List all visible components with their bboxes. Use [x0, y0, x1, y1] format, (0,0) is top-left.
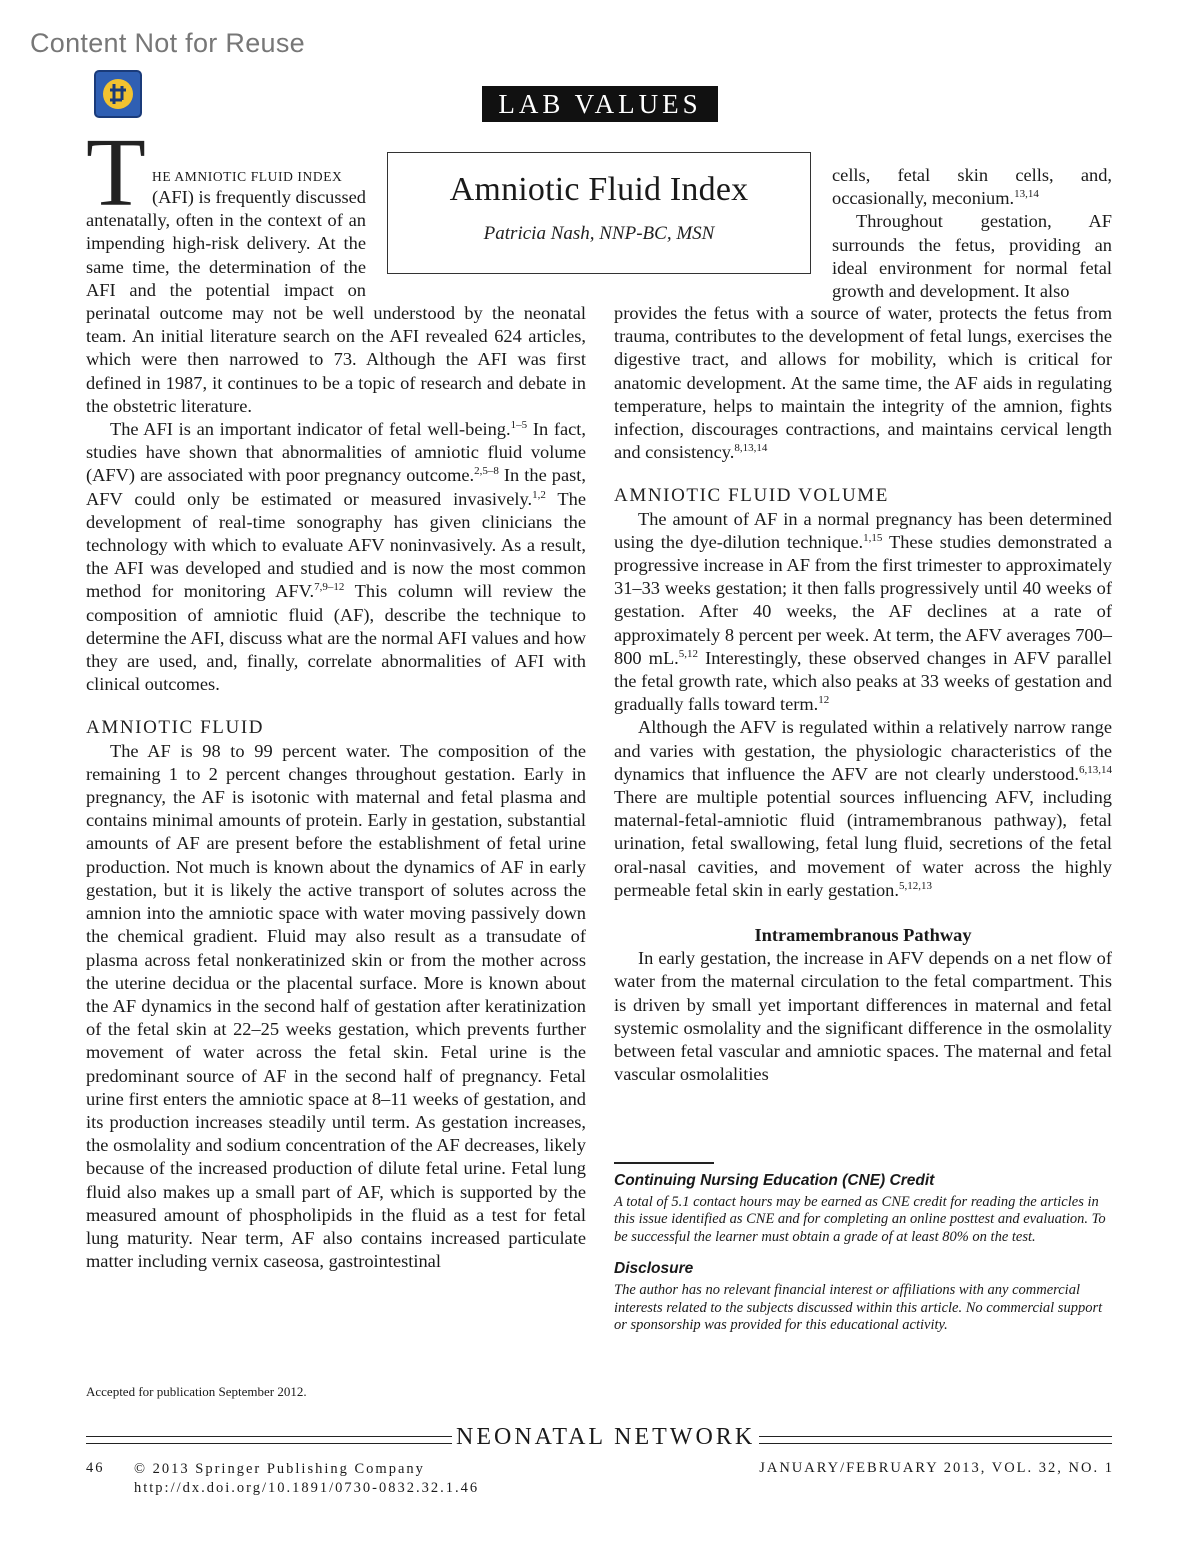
issue-info: JANUARY/FEBRUARY 2013, VOL. 32, NO. 1 — [759, 1460, 1114, 1476]
accepted-note: Accepted for publication September 2012. — [86, 1384, 307, 1399]
intro-p2-c: In the past, AFV could only be estimated or measured invasively. — [86, 465, 586, 509]
heading-amniotic-fluid-volume: AMNIOTIC FLUID VOLUME — [614, 485, 889, 507]
lab-values-logo-icon — [92, 68, 144, 120]
right-p2-a: Throughout gestation, AF surrounds the fetus, providing an ideal environment for normal fetal growth and development. It also — [832, 211, 1112, 302]
article-title: Amniotic Fluid Index — [449, 171, 749, 208]
copyright: © 2013 Springer Publishing Company — [134, 1461, 425, 1477]
intro-p1: (AFI) is frequently discussed antenatally, often in the context of an impending high-risk delivery. At the same time, the determination of the AFI and the potential impact on perinatal outcome may not be well understood by the neonatal team. An initial literature search on the AFI revealed 624 articles, which were then narrowed to 73. Although the AFI was first defined in 1987, it continues to be a topic of research and debate in the obstetric literature. — [86, 187, 586, 416]
ip-paragraph: In early gestation, the increase in AFV depends on a net flow of water from the maternal circulation to the fetal compartment. This is driven by small yet important differences in maternal and fetal systemic osmolality and the significant difference in the osmolality between fetal vascular and amniotic spaces. The maternal and fetal vascular osmolalities — [614, 948, 1112, 1085]
intro-p2-d: The development of real-time sonography has given clinicians the technology with which to evaluate AFV noninvasively. As a result, the AFI was developed and studied and is now the most common method for monitoring AFV. — [86, 488, 586, 602]
left-column — [86, 186, 586, 1273]
journal-name: NEONATAL NETWORK — [452, 1424, 759, 1451]
citation: 8,13,14 — [734, 442, 768, 455]
citation: 2,5–8 — [474, 465, 499, 478]
section-banner: LAB VALUES — [482, 86, 718, 122]
cne-heading: Continuing Nursing Education (CNE) Credit — [614, 1172, 935, 1189]
citation: 1–5 — [510, 418, 528, 431]
intro-p2: The AFI is an important indicator of fetal well-being. — [110, 419, 511, 440]
heading-intramembranous-pathway: Intramembranous Pathway — [754, 925, 972, 946]
right-p1: cells, fetal skin cells, and, occasionally, meconium. — [832, 165, 1112, 209]
intro-p2-b: In fact, studies have shown that abnormalities of amniotic fluid volume (AFV) are associated with poor pregnancy outcome. — [86, 419, 587, 486]
afv-p1-b: These studies demonstrated a progressive increase in AF from the first trimester to approximately 31–33 weeks gestation; it then falls progressively until 40 weeks of gestation. After 40 weeks, the AF declines at a rate of approximately 8 percent per week. At term, the AFV averages 700–800 mL. — [614, 531, 1112, 668]
cne-box — [614, 1162, 1110, 1348]
citation: 7,9–12 — [314, 581, 345, 594]
afv-p1-c: Interestingly, these observed changes in AFV parallel the fetal growth rate, which also peaks at 33 weeks of gestation and gradually falls toward term. — [614, 647, 1113, 715]
right-p2-b: provides the fetus with a source of water, protects the fetus from trauma, contributes to the development of fetal lungs, exercises the digestive tract, and allows for mobility, which is critical for anatomic development. At the same time, the AF aids in regulating temperature, helps to maintain the integrity of the amnion, fights infection, discourages contractions, and maintains cervical length and consistency. — [614, 303, 1112, 463]
disclosure-body: The author has no relevant financial interest or affiliations with any commercial interests related to the subjects discussed within this article. No commercial support or sponsorship was provided for this educational activity. — [614, 1282, 1103, 1334]
afv-p2-b: There are multiple potential sources influencing AFV, including maternal-fetal-amniotic fluid (intramembranous pathway), fetal urination, fetal swallowing, fetal lung fluid, secretions of the fetal oral-nasal cavities, and movement of water across the highly permeable fetal skin in early gestation. — [614, 787, 1112, 900]
watermark: Content Not for Reuse — [30, 28, 305, 58]
heading-amniotic-fluid: AMNIOTIC FLUID — [86, 717, 265, 739]
afv-p1: The amount of AF in a normal pregnancy has been determined using the dye-dilution technique. — [614, 508, 1112, 552]
intro-lead: HE AMNIOTIC FLUID INDEX — [152, 169, 343, 184]
afv-p2: Although the AFV is regulated within a relatively narrow range and varies with gestation, the physiologic characteristics of the dynamics that influence the AFV are not clearly understood. — [614, 717, 1112, 784]
intro-p2-e: This column will review the composition of amniotic fluid (AF), describe the technique to determine the AFI, discuss what are the normal AFI values and how they are used, and, finally, correlate abnormalities of AFI with clinical outcomes. — [86, 581, 586, 695]
cne-rule — [614, 1162, 714, 1164]
right-column-top — [832, 164, 1112, 303]
af-paragraph: The AF is 98 to 99 percent water. The composition of the remaining 1 to 2 percent changes throughout gestation. Early in pregnancy, the AF is isotonic with maternal and fetal plasma and contains minimal amounts of protein. Early in gestation, substantial amounts of AF are present before the establishment of fetal urine production. Not much is known about the dynamics of AF in early gestation, but it is likely the active transport of solutes across the amnion into the amniotic space with water moving passively down the chemical gradient. Fluid may also result as a transudate of plasma across fetal nonkeratinized skin or from the mother across the uterine decidua or the placental surface. More is known about the AF dynamics in the second half of gestation after keratinization of the fetal skin at 22–25 weeks gestation, which prevents further movement of water across the fetal skin. Fetal urine is the predominant source of AF in the second half of pregnancy. Fetal urine first enters the amniotic space at 8–11 weeks of gestation, and its production increases steadily until term. As gestation increases, the osmolality and sodium concentration of the AF decreases, likely because of the increased production of dilute fetal urine. Fetal lung fluid also makes up a small part of AF, which is supported by the measured amount of phospholipids in the fluid as a test for fetal lung maturity. Near term, AF also contains increased particulate matter including vernix caseosa, gastrointestinal — [86, 740, 586, 1272]
citation: 13,14 — [1014, 188, 1039, 201]
right-column — [614, 302, 1112, 1087]
citation: 1,2 — [532, 488, 546, 501]
intro-text — [152, 164, 367, 188]
cne-body: A total of 5.1 contact hours may be earned as CNE credit for reading the articles in this issue identified as CNE and for completing an online posttest and evaluation. To be successful the learner must obtain a grade of at least 80% on the test. — [614, 1194, 1106, 1245]
citation: 6,13,14 — [1079, 763, 1112, 776]
footer-rule-right — [744, 1436, 1112, 1444]
page-number: 46 — [86, 1460, 105, 1476]
citation: 12 — [818, 694, 830, 707]
drop-cap: T — [86, 119, 146, 227]
citation: 5,12,13 — [898, 879, 932, 892]
doi-link[interactable]: http://dx.doi.org/10.1891/0730-0832.32.1.46 — [134, 1480, 480, 1496]
citation: 5,12 — [678, 647, 699, 660]
disclosure-heading: Disclosure — [614, 1260, 694, 1278]
article-author: Patricia Nash, NNP-BC, MSN — [483, 223, 715, 244]
citation: 1,15 — [863, 531, 883, 544]
copyright-block — [134, 1460, 479, 1498]
title-box-spacer — [366, 186, 586, 280]
footer-rule-left — [86, 1436, 456, 1444]
